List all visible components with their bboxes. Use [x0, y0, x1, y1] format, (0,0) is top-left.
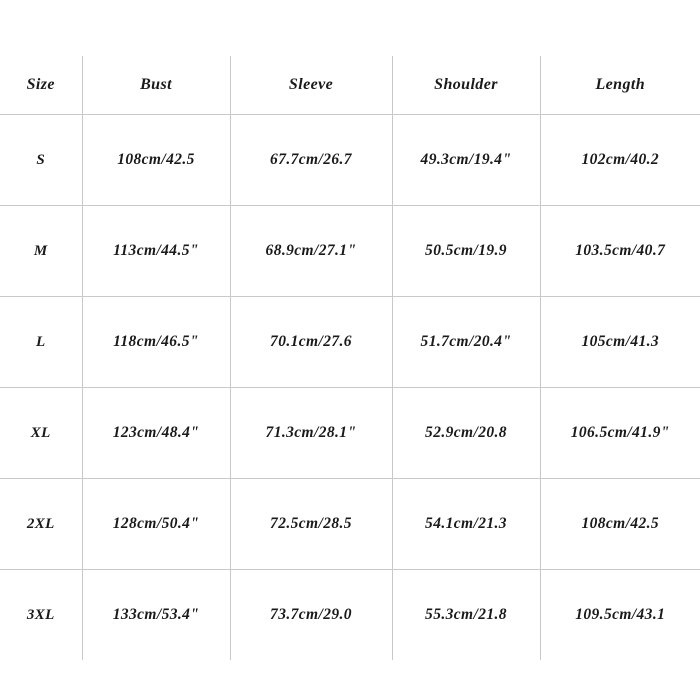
cell-bust: 128cm/50.4"	[82, 479, 230, 570]
column-header-sleeve: Sleeve	[230, 56, 392, 115]
cell-length: 102cm/40.2	[540, 115, 700, 206]
cell-length: 103.5cm/40.7	[540, 206, 700, 297]
cell-size: 2XL	[0, 479, 82, 570]
table-header-row	[0, 56, 700, 115]
column-header-bust: Bust	[82, 56, 230, 115]
table-row	[0, 479, 700, 570]
cell-sleeve: 70.1cm/27.6	[230, 297, 392, 388]
cell-length: 106.5cm/41.9"	[540, 388, 700, 479]
table-row	[0, 297, 700, 388]
cell-bust: 108cm/42.5	[82, 115, 230, 206]
cell-shoulder: 52.9cm/20.8	[392, 388, 540, 479]
cell-bust: 133cm/53.4"	[82, 570, 230, 661]
cell-bust: 118cm/46.5"	[82, 297, 230, 388]
cell-size: XL	[0, 388, 82, 479]
table-body	[0, 115, 700, 661]
size-chart-table	[0, 56, 700, 660]
column-header-size: Size	[0, 56, 82, 115]
cell-sleeve: 73.7cm/29.0	[230, 570, 392, 661]
cell-bust: 113cm/44.5"	[82, 206, 230, 297]
cell-length: 109.5cm/43.1	[540, 570, 700, 661]
table-row	[0, 570, 700, 661]
cell-sleeve: 67.7cm/26.7	[230, 115, 392, 206]
table-row	[0, 388, 700, 479]
column-header-length: Length	[540, 56, 700, 115]
cell-bust: 123cm/48.4"	[82, 388, 230, 479]
cell-shoulder: 54.1cm/21.3	[392, 479, 540, 570]
column-header-shoulder: Shoulder	[392, 56, 540, 115]
table-header	[0, 56, 700, 115]
cell-size: M	[0, 206, 82, 297]
cell-size: L	[0, 297, 82, 388]
cell-length: 105cm/41.3	[540, 297, 700, 388]
cell-size: S	[0, 115, 82, 206]
cell-sleeve: 68.9cm/27.1"	[230, 206, 392, 297]
cell-shoulder: 50.5cm/19.9	[392, 206, 540, 297]
cell-shoulder: 55.3cm/21.8	[392, 570, 540, 661]
cell-length: 108cm/42.5	[540, 479, 700, 570]
cell-sleeve: 71.3cm/28.1"	[230, 388, 392, 479]
table-row	[0, 115, 700, 206]
cell-shoulder: 51.7cm/20.4"	[392, 297, 540, 388]
cell-size: 3XL	[0, 570, 82, 661]
cell-sleeve: 72.5cm/28.5	[230, 479, 392, 570]
cell-shoulder: 49.3cm/19.4"	[392, 115, 540, 206]
table-row	[0, 206, 700, 297]
